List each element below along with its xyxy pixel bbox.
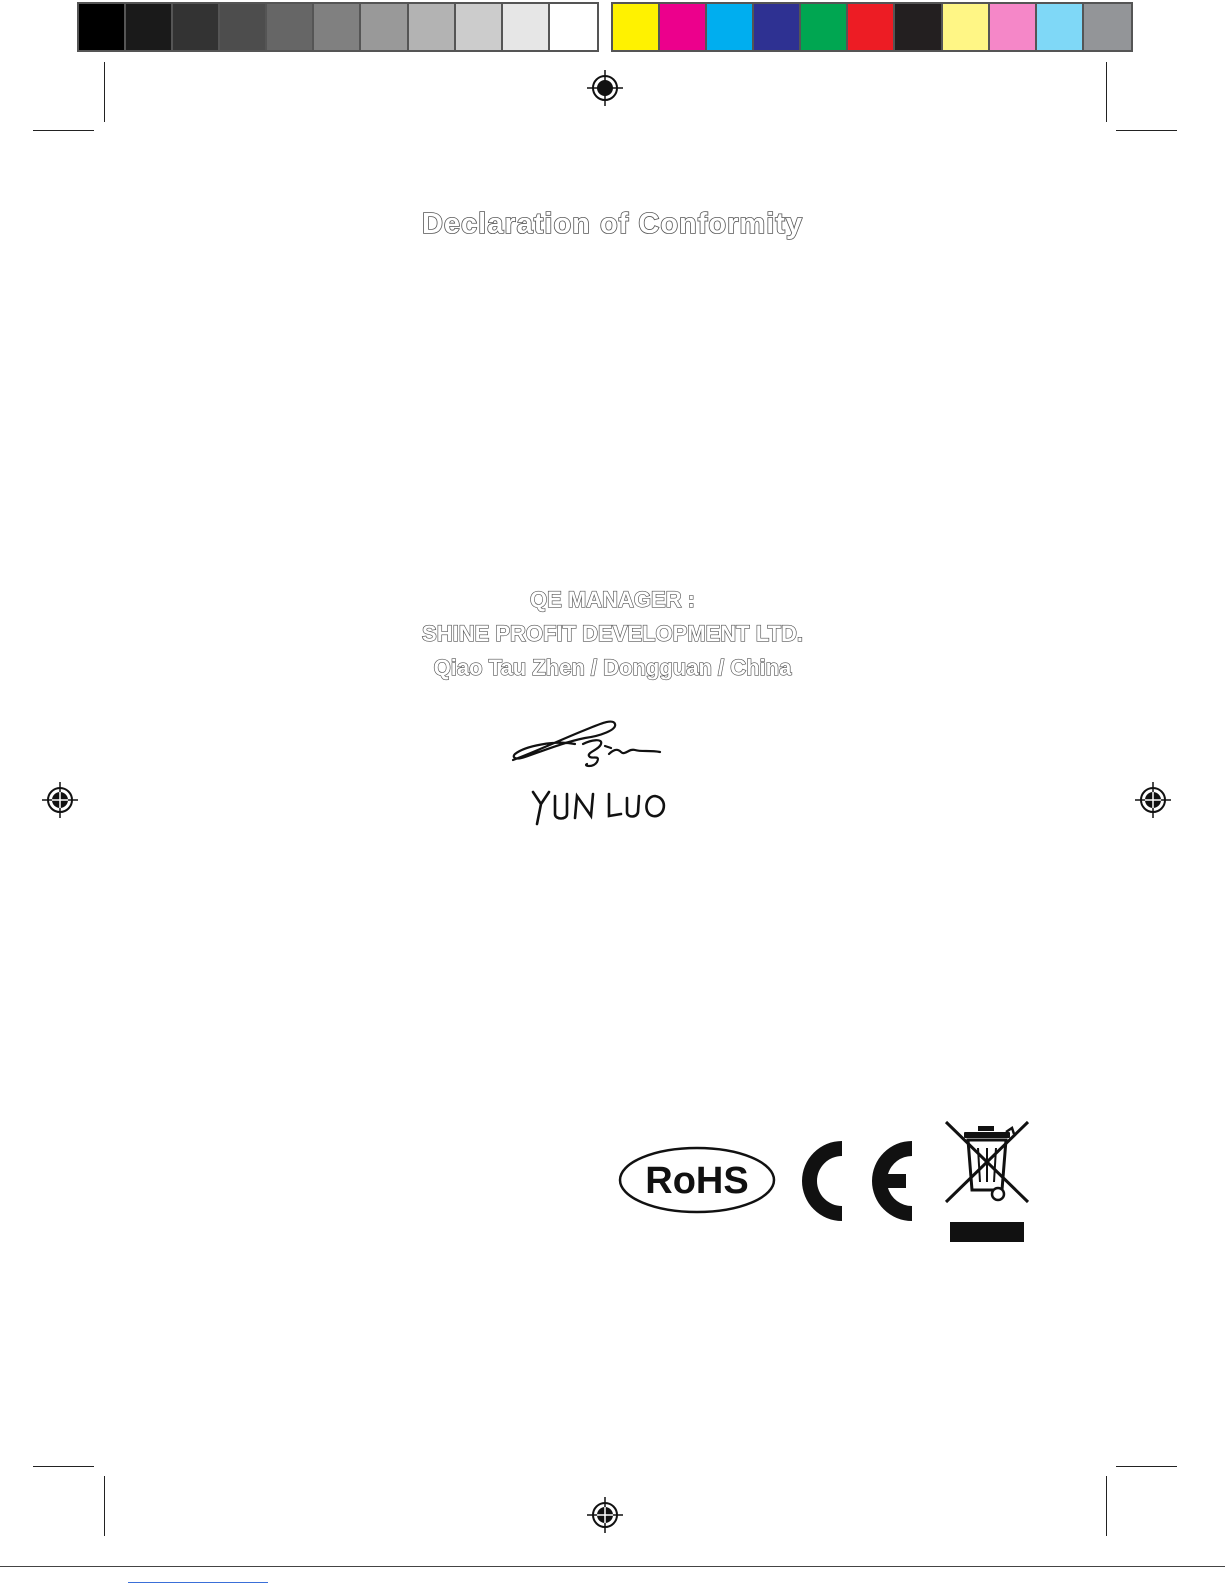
gray-swatch (79, 4, 126, 50)
contact-address: Qiao Tau Zhen / Dongguan / China (433, 655, 792, 680)
gray-swatch (409, 4, 456, 50)
color-swatch (660, 4, 707, 50)
gray-swatch (220, 4, 267, 50)
ce-mark-icon (798, 1138, 918, 1224)
crop-mark-bottom-left-h (33, 1466, 94, 1467)
grayscale-bar (77, 2, 599, 52)
signature-image (505, 710, 695, 830)
contact-company: SHINE PROFIT DEVELOPMENT LTD. (422, 621, 803, 646)
color-swatch (707, 4, 754, 50)
rohs-logo (617, 1145, 777, 1215)
gray-swatch (550, 4, 597, 50)
color-swatch (613, 4, 660, 50)
registration-mark-icon (587, 70, 623, 106)
gray-swatch (173, 4, 220, 50)
gray-swatch (267, 4, 314, 50)
color-swatch (754, 4, 801, 50)
rohs-label: RoHS (645, 1160, 749, 1202)
page-footer-link-underline (128, 1582, 268, 1583)
gray-swatch (456, 4, 503, 50)
color-swatch (943, 4, 990, 50)
gray-swatch (361, 4, 408, 50)
color-swatch (801, 4, 848, 50)
crop-mark-top-left-v (104, 62, 105, 122)
crop-mark-bottom-left-v (104, 1476, 105, 1536)
registration-mark-icon (587, 1497, 623, 1533)
registration-mark-icon (42, 782, 78, 818)
page-bottom-edge (0, 1566, 1225, 1567)
crop-mark-top-right-v (1106, 62, 1107, 122)
crop-mark-top-left-h (33, 130, 94, 131)
crop-mark-bottom-right-h (1116, 1466, 1177, 1467)
weee-crossed-bin-icon (942, 1118, 1032, 1246)
color-swatch (990, 4, 1037, 50)
registration-mark-icon (1135, 782, 1171, 818)
document-title: Declaration of Conformity (421, 208, 804, 240)
color-swatch (1084, 4, 1131, 50)
gray-swatch (314, 4, 361, 50)
color-swatch (1037, 4, 1084, 50)
gray-swatch (503, 4, 550, 50)
gray-swatch (126, 4, 173, 50)
crop-mark-top-right-h (1116, 130, 1177, 131)
color-bar (611, 2, 1133, 52)
color-swatch (848, 4, 895, 50)
color-swatch (895, 4, 942, 50)
contact-role: QE MANAGER : (530, 587, 695, 612)
crop-mark-bottom-right-v (1106, 1476, 1107, 1536)
